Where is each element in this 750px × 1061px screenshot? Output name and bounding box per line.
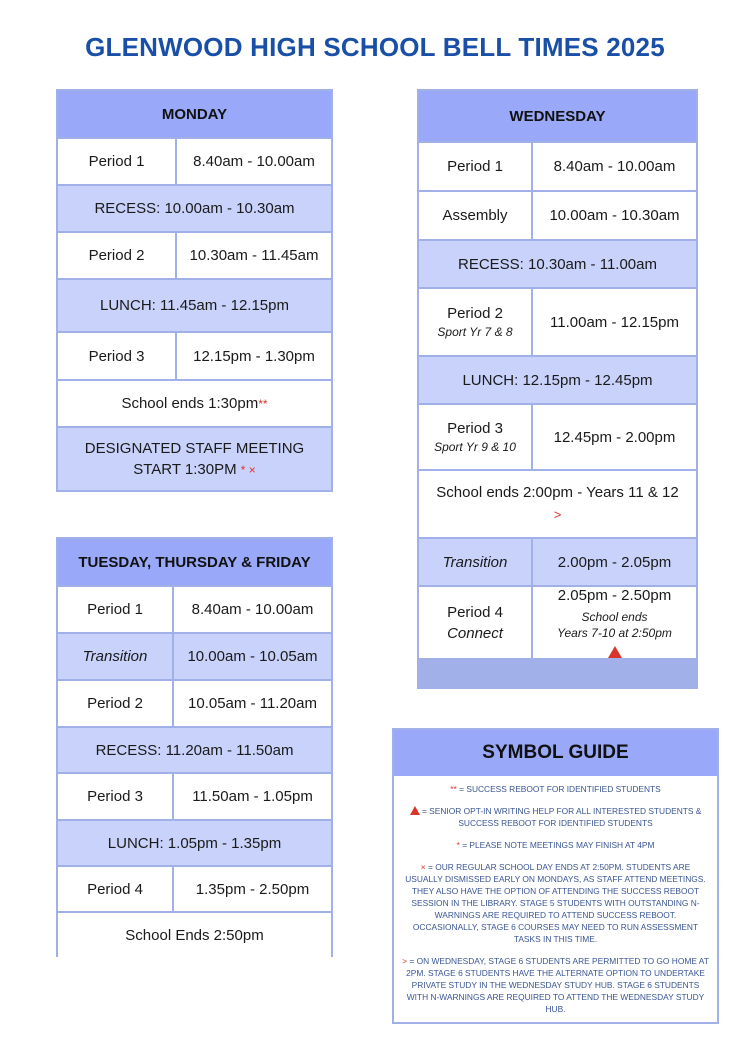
school-ends-row: [419, 471, 696, 537]
transition-time: 10.00am - 10.05am: [174, 634, 331, 679]
period-label: Period 1: [58, 139, 177, 184]
tue-thu-fri-table: [56, 537, 333, 957]
period-time: 8.40am - 10.00am: [177, 139, 331, 184]
assembly-label: Assembly: [419, 192, 533, 239]
symbol-guide-body: [394, 776, 717, 1015]
period-time: 8.40am - 10.00am: [174, 587, 331, 632]
meeting-symbols: * ×: [240, 462, 256, 477]
period-time: 11.00am - 12.15pm: [533, 289, 696, 355]
school-ends-row: School Ends 2:50pm: [58, 913, 331, 957]
table-row: [58, 379, 331, 426]
period-label: Period 1: [419, 143, 533, 190]
table-row: [58, 865, 331, 911]
guide-text: = OUR REGULAR SCHOOL DAY ENDS AT 2:50PM. STUDENTS ARE USUALLY DISMISSED EARLY ON MONDAYS, AS STAFF ATTEND MEETINGS. THEY ALSO HAVE THE OPTION OF ATTENDING THE SUCCESS REBOOT SESSION IN THE LIBRARY. STAGE 5 STUDENTS WITH OUTSTANDING N-WARNINGS ARE REQUIRED TO ATTEND SUCCESS REBOOT. OCCASIONALLY, STAGE 6 COURSES MAY NEED TO RUN ASSESSMENT TASKS IN THIS TIME.: [405, 862, 706, 944]
period-note-2: Years 7-10 at 2:50pm: [557, 626, 672, 640]
table-row: [58, 278, 331, 331]
period-label: Period 1: [58, 587, 174, 632]
monday-header: MONDAY: [58, 91, 331, 137]
transition-label: Transition: [58, 634, 174, 679]
period-time: 10.05am - 11.20am: [174, 681, 331, 726]
school-ends-text: School ends 2:00pm - Years 11 & 12: [436, 484, 679, 501]
period-time: 11.50am - 1.05pm: [174, 774, 331, 819]
period-note-1: School ends: [581, 610, 648, 624]
triangle-icon: [410, 806, 420, 815]
recess-row: RECESS: 10.00am - 10.30am: [58, 186, 331, 231]
ttf-header-row: [58, 539, 331, 585]
period-time: 1.35pm - 2.50pm: [174, 867, 331, 911]
period-sub: Sport Yr 9 & 10: [434, 440, 516, 454]
table-row: [58, 231, 331, 278]
triangle-icon: [608, 646, 622, 658]
lunch-row: LUNCH: 12.15pm - 12.45pm: [419, 357, 696, 403]
table-row: [58, 772, 331, 819]
page-title: GLENWOOD HIGH SCHOOL BELL TIMES 2025: [85, 32, 665, 62]
table-row: [419, 585, 696, 658]
staff-meeting-row: [58, 428, 331, 490]
wednesday-header-row: [419, 91, 696, 141]
table-row: [58, 632, 331, 679]
monday-table: [56, 89, 333, 492]
lunch-row: LUNCH: 1.05pm - 1.35pm: [58, 821, 331, 865]
guide-item: [402, 955, 709, 1015]
transition-time: 2.00pm - 2.05pm: [533, 539, 696, 585]
table-row: [58, 137, 331, 184]
period-sub: Connect: [447, 624, 503, 642]
lunch-row: LUNCH: 11.45am - 12.15pm: [58, 280, 331, 331]
table-row: [58, 911, 331, 957]
meeting-line-2: START 1:30PM: [133, 460, 237, 478]
table-row: [58, 819, 331, 865]
period-time: 12.15pm - 1.30pm: [177, 333, 331, 379]
table-row: [58, 426, 331, 490]
period-label: Period 4: [447, 603, 503, 621]
recess-row: RECESS: 10.30am - 11.00am: [419, 241, 696, 287]
greater-than-symbol: >: [553, 507, 562, 522]
school-ends-text: School ends 1:30pm: [121, 395, 259, 412]
table-row: [419, 537, 696, 585]
double-asterisk-symbol: **: [258, 396, 268, 411]
guide-text: = PLEASE NOTE MEETINGS MAY FINISH AT 4PM: [459, 840, 655, 850]
meeting-line-1: DESIGNATED STAFF MEETING: [84, 439, 305, 457]
ttf-header: TUESDAY, THURSDAY & FRIDAY: [58, 539, 331, 585]
wednesday-table: [417, 89, 698, 689]
period-time: 10.30am - 11.45am: [177, 233, 331, 278]
table-row: [419, 403, 696, 469]
school-ends-row: [58, 381, 331, 426]
period-label: Period 4: [58, 867, 174, 911]
table-row: [419, 469, 696, 537]
period-time: 12.45pm - 2.00pm: [533, 405, 696, 469]
table-row: [58, 726, 331, 772]
guide-text: = SENIOR OPT-IN WRITING HELP FOR ALL INTERESTED STUDENTS & SUCCESS REBOOT FOR IDENTIFIED STUDENTS: [421, 806, 702, 828]
period-label: Period 3: [447, 420, 503, 437]
period-time: 2.05pm - 2.50pm: [557, 587, 672, 604]
symbol-guide-header: SYMBOL GUIDE: [394, 730, 717, 776]
guide-text: = SUCCESS REBOOT FOR IDENTIFIED STUDENTS: [456, 784, 661, 794]
period-time: 8.40am - 10.00am: [533, 143, 696, 190]
table-row: [58, 585, 331, 632]
guide-item: [402, 805, 709, 829]
assembly-time: 10.00am - 10.30am: [533, 192, 696, 239]
period-sub: Sport Yr 7 & 8: [437, 325, 513, 339]
period-label: Period 2: [58, 233, 177, 278]
monday-header-row: [58, 91, 331, 137]
period-cell: [419, 405, 533, 469]
greater-than-symbol: >: [402, 956, 408, 966]
table-row: [419, 141, 696, 190]
table-row: [419, 355, 696, 403]
guide-item: [402, 839, 709, 851]
period-time-cell: [533, 587, 696, 658]
period-label: Period 2: [447, 305, 503, 322]
period-label: Period 3: [58, 333, 177, 379]
double-asterisk-symbol: **: [450, 784, 457, 794]
guide-item: [402, 861, 709, 945]
table-row: [419, 287, 696, 355]
period-label: Period 3: [58, 774, 174, 819]
guide-text: = ON WEDNESDAY, STAGE 6 STUDENTS ARE PERMITTED TO GO HOME AT 2PM. STAGE 6 STUDENTS HAVE THE ALTERNATE OPTION TO UNDERTAKE PRIVATE STUDY IN THE WEDNESDAY STUDY HUB. STAGE 6 STUDENTS WITH N-WARNINGS ARE REQUIRED TO ATTEND THE WEDNESDAY STUDY HUB.: [406, 956, 709, 1014]
table-row: [419, 190, 696, 239]
table-row: [419, 239, 696, 287]
period-cell: [419, 587, 533, 658]
transition-label: Transition: [419, 539, 533, 585]
recess-row: RECESS: 11.20am - 11.50am: [58, 728, 331, 772]
table-row: [58, 184, 331, 231]
cross-symbol: ×: [420, 862, 426, 872]
period-cell: [419, 289, 533, 355]
asterisk-symbol: *: [456, 840, 460, 850]
wednesday-header: WEDNESDAY: [419, 91, 696, 141]
symbol-guide: [392, 728, 719, 1024]
table-row: [58, 331, 331, 379]
period-label: Period 2: [58, 681, 174, 726]
guide-item: [402, 783, 709, 795]
table-row: [58, 679, 331, 726]
